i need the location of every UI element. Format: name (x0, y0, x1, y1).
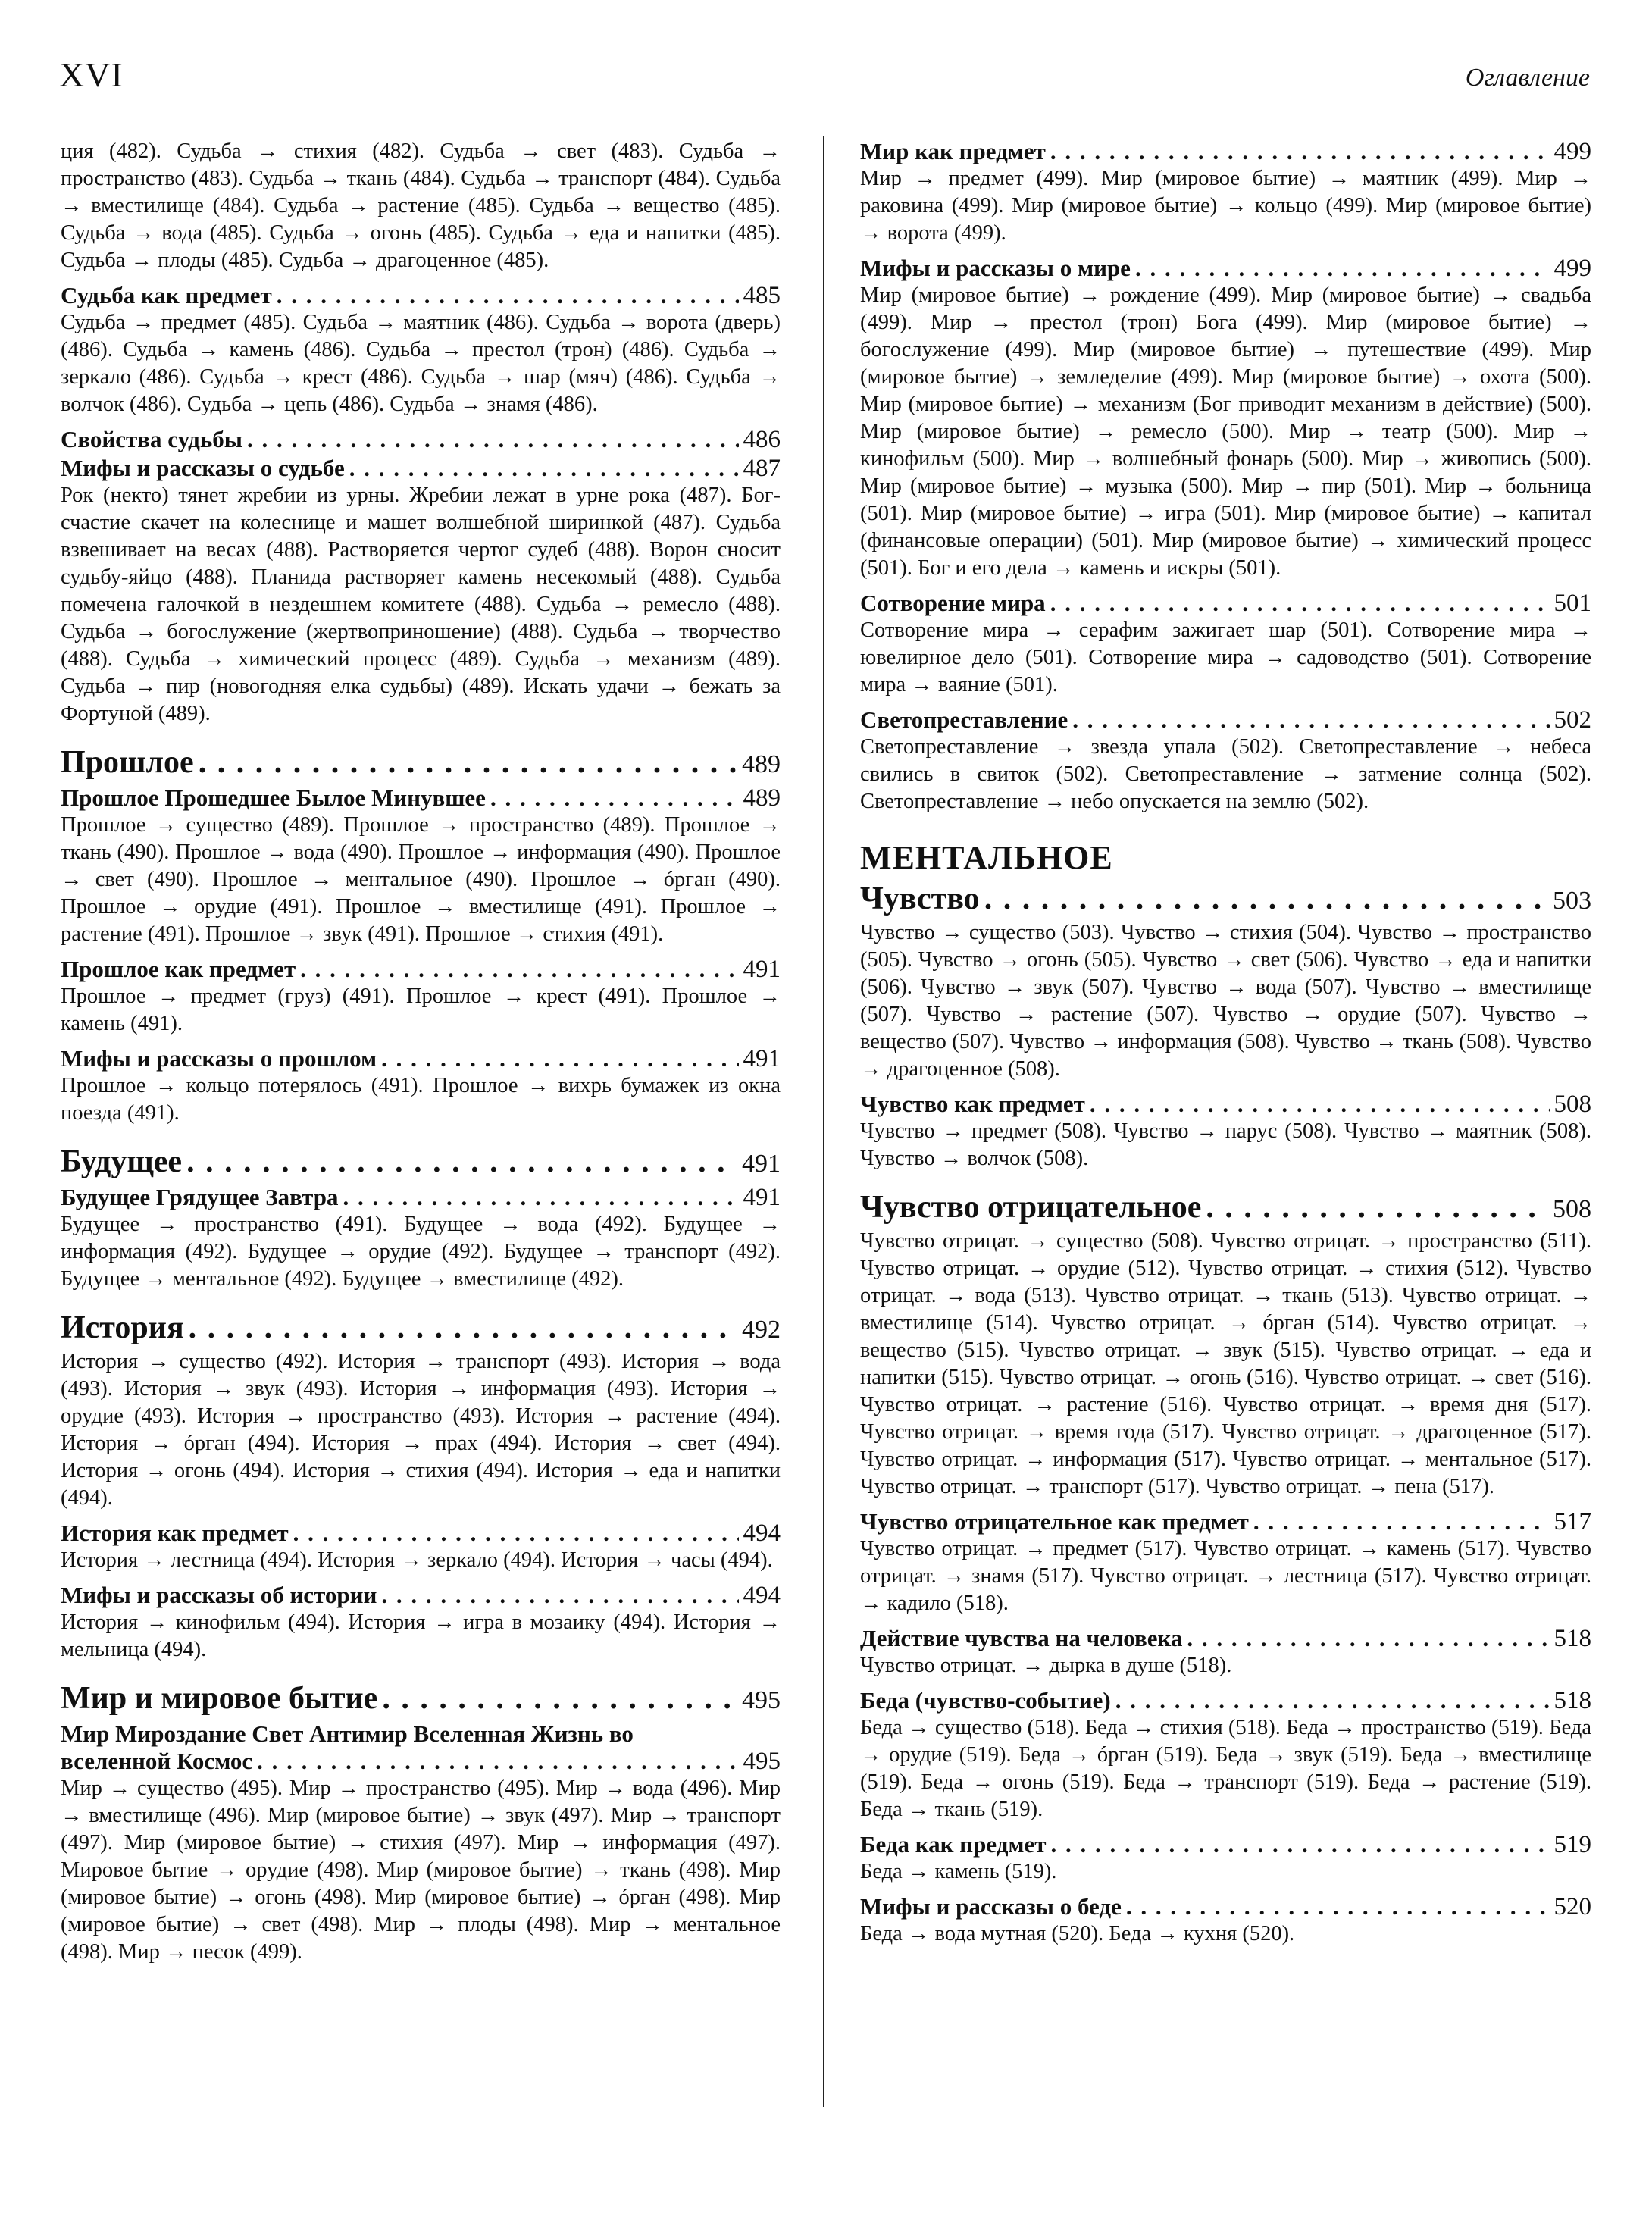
leader-dots (349, 455, 739, 482)
toc-chapter[interactable] (860, 1189, 1591, 1228)
entry-title: Действие чувства на человека (860, 1625, 1183, 1651)
entry-title: Чувство как предмет (860, 1091, 1085, 1117)
entry-page: 520 (1553, 1893, 1591, 1920)
toc-entry[interactable] (860, 1687, 1591, 1714)
toc-chapter[interactable] (61, 744, 781, 783)
chapter-page: 489 (742, 750, 781, 778)
leader-dots (1090, 1091, 1550, 1118)
entry-page: 508 (1553, 1091, 1591, 1118)
entry-title: Свойства судьбы (61, 426, 242, 452)
entry-title: История как предмет (61, 1520, 289, 1546)
entry-title-line2: вселенной Космос (61, 1748, 253, 1774)
entry-page: 517 (1553, 1508, 1591, 1535)
entry-page: 499 (1553, 255, 1591, 282)
leader-dots (1135, 255, 1550, 282)
entry-title: Судьба как предмет (61, 282, 272, 308)
leader-dots (1206, 1189, 1548, 1225)
chapter-title: История (61, 1310, 184, 1345)
entry-text: Прошлое → кольцо потерялось (491). Прошлое → вихрь бумажек из окна поезда (491). (61, 1074, 781, 1125)
entry-page: 501 (1553, 590, 1591, 617)
leader-dots (1050, 590, 1550, 617)
leader-dots (189, 1310, 737, 1346)
toc-entry[interactable] (61, 282, 781, 309)
toc-entry[interactable] (61, 426, 781, 453)
entry-page: 491 (743, 1184, 781, 1211)
leader-dots (1126, 1893, 1550, 1920)
running-title: Оглавление (1465, 64, 1590, 92)
toc-entry[interactable] (860, 1625, 1591, 1652)
entry-page: 485 (743, 282, 781, 309)
entry-page: 491 (743, 1045, 781, 1072)
leader-dots (1051, 1831, 1550, 1858)
leader-dots (1050, 138, 1550, 165)
toc-entry[interactable] (860, 1831, 1591, 1858)
entry-text: Сотворение мира → серафим зажигает шар (501). Сотворение мира → ювелирное дело (501). Сотворение мира → садоводство (501). Сотворение мира → ваяние (501). (860, 618, 1591, 696)
entry-text: Чувство → предмет (508). Чувство → парус (508). Чувство → маятник (508). Чувство → волчок (508). (860, 1119, 1591, 1170)
leader-dots (257, 1748, 738, 1775)
entry-text: Беда → вода мутная (520). Беда → кухня (520). (860, 1922, 1295, 1945)
toc-chapter[interactable] (61, 1310, 781, 1348)
leader-dots (1187, 1625, 1549, 1652)
entry-title: Сотворение мира (860, 590, 1046, 616)
entry-page: 495 (743, 1748, 781, 1775)
toc-entry[interactable] (860, 1091, 1591, 1118)
entry-title: Светопреставление (860, 706, 1068, 733)
page-header (59, 55, 1590, 100)
leader-dots (984, 881, 1548, 917)
chapter-page: 495 (742, 1686, 781, 1714)
entry-text: Чувство → существо (503). Чувство → стихия (504). Чувство → пространство (505). Чувство → огонь (505). Чувство → свет (506). Чувство → еда и напитки (506). Чувство → звук (507). Чувство → вода (507). Чувство → вместилище (507). Чувство → растение (507). Чувство → орудие (507). Чувство → вещество (507). Чувство → информация (508). Чувство → ткань (508). Чувство → драгоценное (508). (860, 921, 1591, 1081)
toc-entry[interactable] (860, 138, 1591, 165)
entry-title: Чувство отрицательное как предмет (860, 1508, 1249, 1535)
column-divider (823, 136, 824, 2107)
entry-text: Судьба → предмет (485). Судьба → маятник (486). Судьба → ворота (дверь) (486). Судьба → камень (486). Судьба → престол (трон) (486). Судьба → зеркало (486). Судьба → крест (486). Судьба → шар (мяч) (486). Судьба → волчок (486). Судьба → цепь (486). Судьба → знамя (486). (61, 311, 781, 416)
entry-title: Мифы и рассказы о прошлом (61, 1045, 377, 1072)
chapter-title: Будущее (61, 1144, 183, 1179)
toc-entry[interactable] (61, 1045, 781, 1072)
entry-text: Прошлое → предмет (груз) (491). Прошлое → крест (491). Прошлое → камень (491). (61, 984, 781, 1035)
toc-entry[interactable] (61, 784, 781, 812)
entry-text: Мир → существо (495). Мир → пространство (495). Мир → вода (496). Мир → вместилище (496). Мир (мировое бытие) → звук (497). Мир → транспорт (497). Мир (мировое бытие) → стихия (497). Мир → информация (497). Мировое бытие → орудие (498). Мир (мировое бытие) → ткань (498). Мир (мировое бытие) → огонь (498). Мир (мировое бытие) → óрган (498). Мир (мировое бытие) → свет (498). Мир → плоды (498). Мир → ментальное (498). Мир → песок (499). (61, 1776, 781, 1964)
entry-text: История → лестница (494). История → зеркало (494). История → часы (494). (61, 1548, 773, 1572)
leader-dots (247, 426, 739, 453)
toc-entry[interactable] (860, 1508, 1591, 1535)
entry-text: Прошлое → существо (489). Прошлое → пространство (489). Прошлое → ткань (490). Прошлое → вода (490). Прошлое → информация (490). Прошлое → свет (490). Прошлое → ментальное (490). Прошлое → óрган (490). Прошлое → орудие (491). Прошлое → вместилище (491). Прошлое → растение (491). Прошлое → звук (491). Прошлое → стихия (491). (61, 813, 781, 946)
entry-text: Беда → существо (518). Беда → стихия (518). Беда → пространство (519). Беда → орудие (519). Беда → óрган (519). Беда → звук (519). Беда → вместилище (519). Беда → огонь (519). Беда → транспорт (519). Беда → растение (519). Беда → ткань (519). (860, 1716, 1591, 1821)
entry-title: Беда как предмет (860, 1831, 1047, 1858)
toc-entry[interactable] (61, 1582, 781, 1609)
toc-right-column (860, 138, 1591, 1948)
leader-dots (1115, 1687, 1550, 1714)
entry-text: ция (482). Судьба → стихия (482). Судьба → свет (483). Судьба → пространство (483). Судьба → ткань (484). Судьба → транспорт (484). Судьба → вместилище (484). Судьба → растение (485). Судьба → вещество (485). Судьба → вода (485). Судьба → огонь (485). Судьба → еда и напитки (485). Судьба → плоды (485). Судьба → драгоценное (485). (61, 139, 781, 272)
chapter-page: 492 (742, 1316, 781, 1344)
entry-page: 494 (743, 1520, 781, 1547)
entry-title: Мир как предмет (860, 138, 1046, 164)
entry-title: Прошлое Прошедшее Былое Минувшее (61, 784, 486, 811)
entry-title-line1: Мир Мироздание Свет Антимир Вселенная Жизнь во (61, 1720, 634, 1747)
leader-dots (277, 282, 739, 309)
toc-entry[interactable] (860, 706, 1591, 734)
entry-page: 519 (1553, 1831, 1591, 1858)
entry-page: 518 (1553, 1625, 1591, 1652)
section-heading: МЕНТАЛЬНОЕ (860, 839, 1113, 876)
entry-page: 486 (743, 426, 781, 453)
entry-text: Будущее → пространство (491). Будущее → вода (492). Будущее → информация (492). Будущее → орудие (492). Будущее → транспорт (492). Будущее → ментальное (492). Будущее → вместилище (492). (61, 1213, 781, 1291)
entry-text: Рок (некто) тянет жребии из урны. Жребии лежат в урне рока (487). Бог-счастие скачет на колеснице и машет волшебной ширинкой (487). Судьба взвешивает на весах (488). Растворяется чертог судеб (488). Ворон сносит судьбу-яйцо (488). Планида растворяет камень несекомый (488). Судьба помечена галочкой в нездешнем комитете (488). Судьба → ремесло (488). Судьба → богослужение (жертвоприношение) (488). Судьба → творчество (488). Судьба → химический процесс (489). Судьба → механизм (489). Судьба → пир (новогодняя елка судьбы) (489). Искать удачи → бежать за Фортуной (489). (61, 484, 781, 725)
toc-chapter[interactable] (860, 881, 1591, 919)
entry-text: Мир (мировое бытие) → рождение (499). Мир (мировое бытие) → свадьба (499). Мир → престол (трон) Бога (499). Мир (мировое бытие) → богослужение (499). Мир (мировое бытие) → путешествие (499). Мир (мировое бытие) → земледелие (499). Мир (мировое бытие) → охота (500). Мир (мировое бытие) → механизм (Бог приводит механизм в действие) (500). Мир (мировое бытие) → ремесло (500). Мир → театр (500). Мир → кинофильм (500). Мир → волшебный фонарь (500). Мир → живопись (500). Мир (мировое бытие) → музыка (500). Мир → пир (501). Мир → больница (501). Мир (мировое бытие) → игра (501). Мир (мировое бытие) → капитал (финансовые операции) (501). Мир (мировое бытие) → химический процесс (501). Бог и его дела → камень и искры (501). (860, 283, 1591, 580)
entry-title: Мифы и рассказы о мире (860, 255, 1131, 281)
entry-text: Чувство отрицат. → предмет (517). Чувство отрицат. → камень (517). Чувство отрицат. → знамя (517). Чувство отрицат. → лестница (517). Чувство отрицат. → кадило (518). (860, 1537, 1591, 1615)
toc-entry[interactable] (860, 1893, 1591, 1920)
entry-title: Прошлое как предмет (61, 956, 296, 982)
chapter-page: 503 (1553, 887, 1591, 915)
leader-dots (186, 1144, 737, 1180)
entry-text: Беда → камень (519). (860, 1860, 1057, 1883)
chapter-title: Чувство отрицательное (860, 1190, 1202, 1225)
leader-dots (293, 1520, 739, 1547)
toc-left-column (61, 138, 781, 1966)
entry-title: Будущее Грядущее Завтра (61, 1184, 339, 1210)
entry-title: Мифы и рассказы об истории (61, 1582, 377, 1608)
entry-text: Чувство отрицат. → существо (508). Чувство отрицат. → пространство (511). Чувство отрицат. → орудие (512). Чувство отрицат. → стихия (512). Чувство отрицат. → вода (513). Чувство отрицат. → ткань (513). Чувство отрицат. → вместилище (514). Чувство отрицат. → óрган (514). Чувство отрицат. → вещество (515). Чувство отрицат. → звук (515). Чувство отрицат. → еда и напитки (515). Чувство отрицат. → огонь (516). Чувство отрицат. → свет (516). Чувство отрицат. → растение (516). Чувство отрицат. → время дня (517). Чувство отрицат. → время года (517). Чувство отрицат. → драгоценное (517). Чувство отрицат. → информация (517). Чувство отрицат. → ментальное (517). Чувство отрицат. → транспорт (517). Чувство отрицат. → пена (517). (860, 1229, 1591, 1498)
leader-dots (199, 744, 737, 781)
entry-text: Чувство отрицат. → дырка в душе (518). (860, 1654, 1232, 1677)
toc-entry[interactable] (61, 1720, 781, 1775)
chapter-title: Мир и мировое бытие (61, 1681, 378, 1716)
entry-title: Беда (чувство-событие) (860, 1687, 1111, 1714)
entry-page: 494 (743, 1582, 781, 1609)
leader-dots (382, 1680, 737, 1717)
entry-page: 491 (743, 956, 781, 983)
toc-entry[interactable] (860, 590, 1591, 617)
entry-text: История → существо (492). История → транспорт (493). История → вода (493). История → звук (493). История → информация (493). История → орудие (493). История → пространство (493). История → растение (494). История → óрган (494). История → прах (494). История → свет (494). История → огонь (494). История → стихия (494). История → еда и напитки (494). (61, 1350, 781, 1510)
chapter-title: Чувство (860, 881, 980, 916)
entry-page: 518 (1553, 1687, 1591, 1714)
page-number: XVI (59, 55, 124, 94)
toc-entry[interactable] (61, 455, 781, 482)
chapter-title: Прошлое (61, 745, 194, 780)
entry-page: 499 (1553, 138, 1591, 165)
toc-chapter[interactable] (61, 1680, 781, 1719)
toc-entry[interactable] (61, 1184, 781, 1211)
entry-page: 487 (743, 455, 781, 482)
leader-dots (1072, 706, 1549, 734)
leader-dots (381, 1582, 738, 1609)
leader-dots (1253, 1508, 1550, 1535)
leader-dots (300, 956, 738, 983)
toc-entry[interactable] (61, 1520, 781, 1547)
toc-chapter[interactable] (61, 1144, 781, 1182)
leader-dots (381, 1045, 738, 1072)
entry-text: История → кинофильм (494). История → игра в мозаику (494). История → мельница (494). (61, 1610, 781, 1661)
chapter-page: 491 (742, 1150, 781, 1178)
toc-entry[interactable] (61, 956, 781, 983)
entry-page: 489 (743, 784, 781, 812)
entry-title: Мифы и рассказы о судьбе (61, 455, 345, 481)
chapter-page: 508 (1553, 1195, 1591, 1223)
leader-dots (343, 1184, 738, 1211)
toc-entry[interactable] (860, 255, 1591, 282)
entry-text: Светопреставление → звезда упала (502). Светопреставление → небеса свились в свиток (502). Светопреставление → затмение солнца (502). Светопреставление → небо опускается на землю (502). (860, 735, 1591, 813)
entry-title: Мифы и рассказы о беде (860, 1893, 1122, 1920)
leader-dots (490, 784, 739, 812)
entry-page: 502 (1553, 706, 1591, 734)
entry-text: Мир → предмет (499). Мир (мировое бытие) → маятник (499). Мир → раковина (499). Мир (мировое бытие) → кольцо (499). Мир (мировое бытие) → ворота (499). (860, 167, 1591, 245)
